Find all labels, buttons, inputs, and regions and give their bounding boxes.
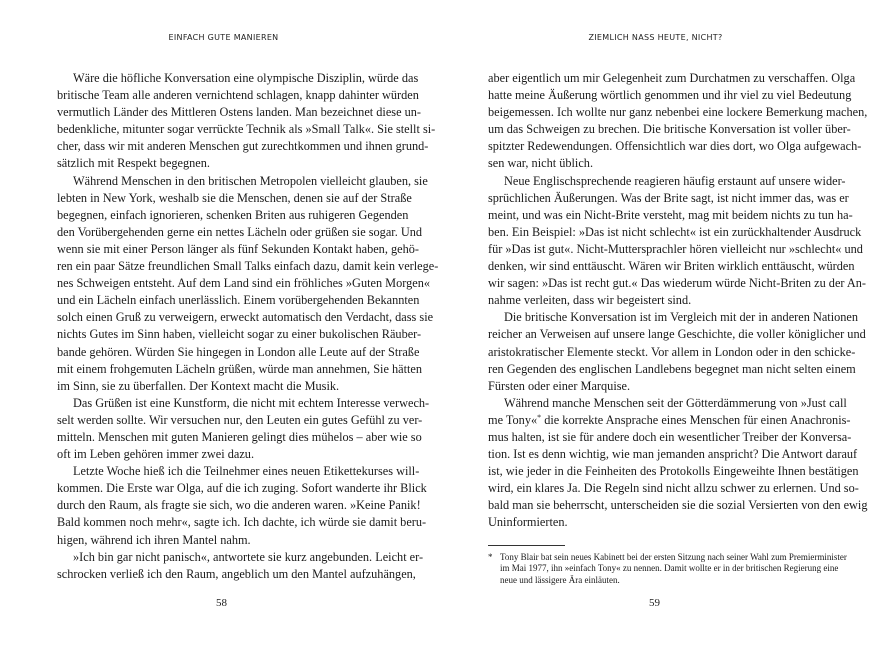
text-line: meint, und was ein Nicht-Brite versteht, mag mit beidem nichts zu tun ha- bbox=[488, 207, 853, 222]
text-line: aristokratischer Elemente steckt. Vor allem in London oder in den schicke- bbox=[488, 344, 856, 359]
text-line: bande gehören. Würden Sie hingegen in London alle Leute auf der Straße bbox=[57, 344, 420, 359]
text-line: ren ein paar Sätze freundlichen Small Talks einfach dazu, damit kein verlege- bbox=[57, 259, 439, 274]
text-line: wenn sie mit einer Person länger als fünf Sekunden Kontakt haben, gehö- bbox=[57, 241, 419, 256]
text-line: selt werden sollte. Wir versuchen nur, den Leuten ein gutes Gefühl zu ver- bbox=[57, 412, 423, 427]
text-line: nahme verleiten, dass wir begeistert sind. bbox=[488, 293, 692, 308]
text-line: Die britische Konversation ist im Vergleich mit der in anderen Nationen bbox=[504, 310, 859, 325]
text-line: den Vorübergehenden gerne ein nettes Lächeln oder grüßen sie sogar. Und bbox=[57, 224, 423, 239]
page-number: 59 bbox=[649, 597, 660, 609]
page-number: 58 bbox=[216, 597, 227, 609]
text-line: hatte meine Äußerung wörtlich genommen und ihr viel zu viel Bedeutung bbox=[488, 88, 852, 103]
text-line: ben. Ein Beispiel: »Das ist nicht schlecht« ist ein zurückhaltender Ausdruck bbox=[488, 224, 862, 239]
text-line: mus halten, ist sie für andere doch ein wesentlicher Treiber der Konversa- bbox=[488, 429, 852, 444]
text-line: reicher an Verweisen auf unsere lange Geschichte, die voller königlicher und bbox=[488, 327, 866, 342]
running-head: ZIEMLICH NASS HEUTE, NICHT? bbox=[588, 33, 723, 42]
text-line: spitzter Redewendungen. Offensichtlich war dies dort, wo Olga aufgewach- bbox=[488, 139, 862, 154]
footnote-reference[interactable]: * bbox=[537, 412, 542, 422]
text-line: lebten in New York, weshalb sie die Menschen, denen sie auf der Straße bbox=[57, 190, 412, 205]
text-line: Bald kommen noch mehr«, sagte ich. Ich dachte, ich würde sie damit beru- bbox=[57, 515, 427, 530]
footnote-line: neue und lässigere Ära einläuten. bbox=[500, 574, 620, 585]
text-line: wird, ein klares Ja. Die Regeln sind nicht allzu schwer zu erlernen. Und so- bbox=[488, 481, 859, 496]
footnote-text bbox=[500, 552, 847, 586]
text-line: vermutlich Länder des Mittleren Ostens landen. Man bezeichnet diese un- bbox=[57, 105, 422, 120]
paragraph bbox=[57, 395, 430, 463]
running-head: EINFACH GUTE MANIEREN bbox=[168, 33, 279, 42]
text-line: Uninformierten. bbox=[488, 515, 568, 530]
text-line: bedenkliche, mitunter sogar verrückte Technik als »Small Talk«. Sie stellt si- bbox=[57, 122, 436, 137]
text-line: denken, wir sind enttäuscht. Wären wir Briten wirklich enttäuscht, würden bbox=[488, 259, 855, 274]
text-line: mitteln. Menschen mit guten Manieren gelingt dies mühelos – aber wie so bbox=[57, 429, 422, 444]
text-line: begegnen, einfach ignorieren, schenken Briten aus ruhigeren Gegenden bbox=[57, 207, 409, 222]
text-line: sprüchlichen Äußerungen. Was der Brite sagt, ist nicht immer das, was er bbox=[488, 190, 849, 205]
text-line: ist, wie jeder in die Feinheiten des Protokolls Eingeweihte Ihnen bestätigen bbox=[488, 464, 859, 479]
text-line: Letzte Woche hieß ich die Teilnehmer eines neuen Etikettekurses will- bbox=[73, 464, 420, 479]
text-line: durch den Raum, als fragte sie sich, wo die anderen waren. »Keine Panik! bbox=[57, 498, 421, 513]
footnote bbox=[488, 552, 847, 586]
text-line: britische Team alle anderen vernichtend schlagen, knapp dahinter würden bbox=[57, 88, 419, 103]
paragraph bbox=[57, 549, 424, 583]
text-line: me Tony«* die korrekte Ansprache eines Menschen für einen Anachronis- bbox=[488, 412, 851, 427]
text-line: sätzlich mit Respekt begegnen. bbox=[57, 156, 210, 171]
right-page bbox=[437, 0, 874, 648]
footnote-marker: * bbox=[488, 552, 493, 562]
text-line: oft im Leben gehören immer zwei dazu. bbox=[57, 447, 255, 462]
text-line: solch einen Gruß zu verweigern, erweckt automatisch den Verdacht, dass sie bbox=[57, 310, 434, 325]
text-line: im Sinn, sie zu überfallen. Der Kontext macht die Musik. bbox=[57, 378, 340, 393]
paragraph bbox=[488, 309, 866, 394]
text-line: um das Schweigen zu brechen. Die britische Konversation ist voller über- bbox=[488, 122, 851, 137]
text-line: higen, während ich ihren Mantel nahm. bbox=[57, 532, 251, 547]
text-line: »Ich bin gar nicht panisch«, antwortete sie kurz angebunden. Leicht er- bbox=[73, 549, 424, 564]
text-line: aber eigentlich um mir Gelegenheit zum Durchatmen zu verschaffen. Olga bbox=[488, 71, 856, 85]
text-line: Während manche Menschen seit der Götterdämmerung von »Just call bbox=[504, 395, 847, 410]
text-line: ren Gegenden des englischen Landlebens begegnet man nicht selten einem bbox=[488, 361, 856, 376]
text-line: für »Das ist gut«. Nicht-Muttersprachler hören vielleicht nur »schlecht« und bbox=[488, 241, 863, 256]
paragraph bbox=[488, 395, 868, 532]
text-line: bald man sie beherrscht, unterscheiden sie die sozial Versierten von den ewig bbox=[488, 498, 868, 513]
footnote-line: Tony Blair bat sein neues Kabinett bei der ersten Sitzung nach seiner Wahl zum Premierminister bbox=[500, 552, 847, 562]
body-text bbox=[488, 70, 868, 532]
text-line: und ein Lächeln einfach unerlässlich. Einem vorübergehenden Bekannten bbox=[57, 293, 420, 308]
text-line: Fürsten oder einer Marquise. bbox=[488, 378, 631, 393]
text-line: beigemessen. Ich wollte nur ganz nebenbei eine lockere Bemerkung machen, bbox=[488, 105, 868, 120]
paragraph bbox=[488, 70, 868, 173]
text-line: nes Schweigen entsteht. Auf dem Land sind ein fröhliches »Guten Morgen« bbox=[57, 276, 431, 291]
paragraph bbox=[57, 173, 439, 395]
paragraph bbox=[57, 70, 436, 173]
text-line: wir sagen: »Das ist recht gut.« Das wiederum würde Nicht-Briten zu der An- bbox=[488, 276, 867, 291]
text-line: Wäre die höfliche Konversation eine olympische Disziplin, würde das bbox=[73, 71, 419, 85]
text-line: mit einem frohgemuten Lächeln grüßen, würde man annehmen, Sie hätten bbox=[57, 361, 423, 376]
text-line: kommen. Die Erste war Olga, auf die ich zuging. Sofort wanderte ihr Blick bbox=[57, 481, 427, 496]
text-line: nichts Gutes im Sinn haben, vielleicht sogar zu einer bukolischen Räuber- bbox=[57, 327, 422, 342]
text-line: Neue Englischsprechende reagieren häufig erstaunt auf unsere wider- bbox=[504, 173, 846, 188]
paragraph bbox=[488, 173, 867, 310]
text-line: Während Menschen in den britischen Metropolen vielleicht glauben, sie bbox=[73, 173, 428, 188]
text-line: sen war, nicht üblich. bbox=[488, 156, 594, 171]
text-line: tion. Ist es denn wichtig, wie man jemanden anspricht? Die Antwort darauf bbox=[488, 447, 858, 462]
footnote-line: im Mai 1977, ihn »einfach Tony« zu nennen. Damit wollte er in der britischen Regierung eine bbox=[500, 563, 839, 574]
body-text bbox=[57, 70, 439, 583]
text-line: schrocken verließ ich den Raum, angeblich um den Mantel aufzuhängen, bbox=[57, 566, 416, 581]
footnote-rule bbox=[488, 545, 565, 546]
paragraph bbox=[57, 463, 427, 548]
text-line: Das Grüßen ist eine Kunstform, die nicht mit echtem Interesse verwech- bbox=[73, 395, 430, 410]
text-line: cher, dass wir mit anderen Menschen gut zurechtkommen und ihnen grund- bbox=[57, 139, 429, 154]
